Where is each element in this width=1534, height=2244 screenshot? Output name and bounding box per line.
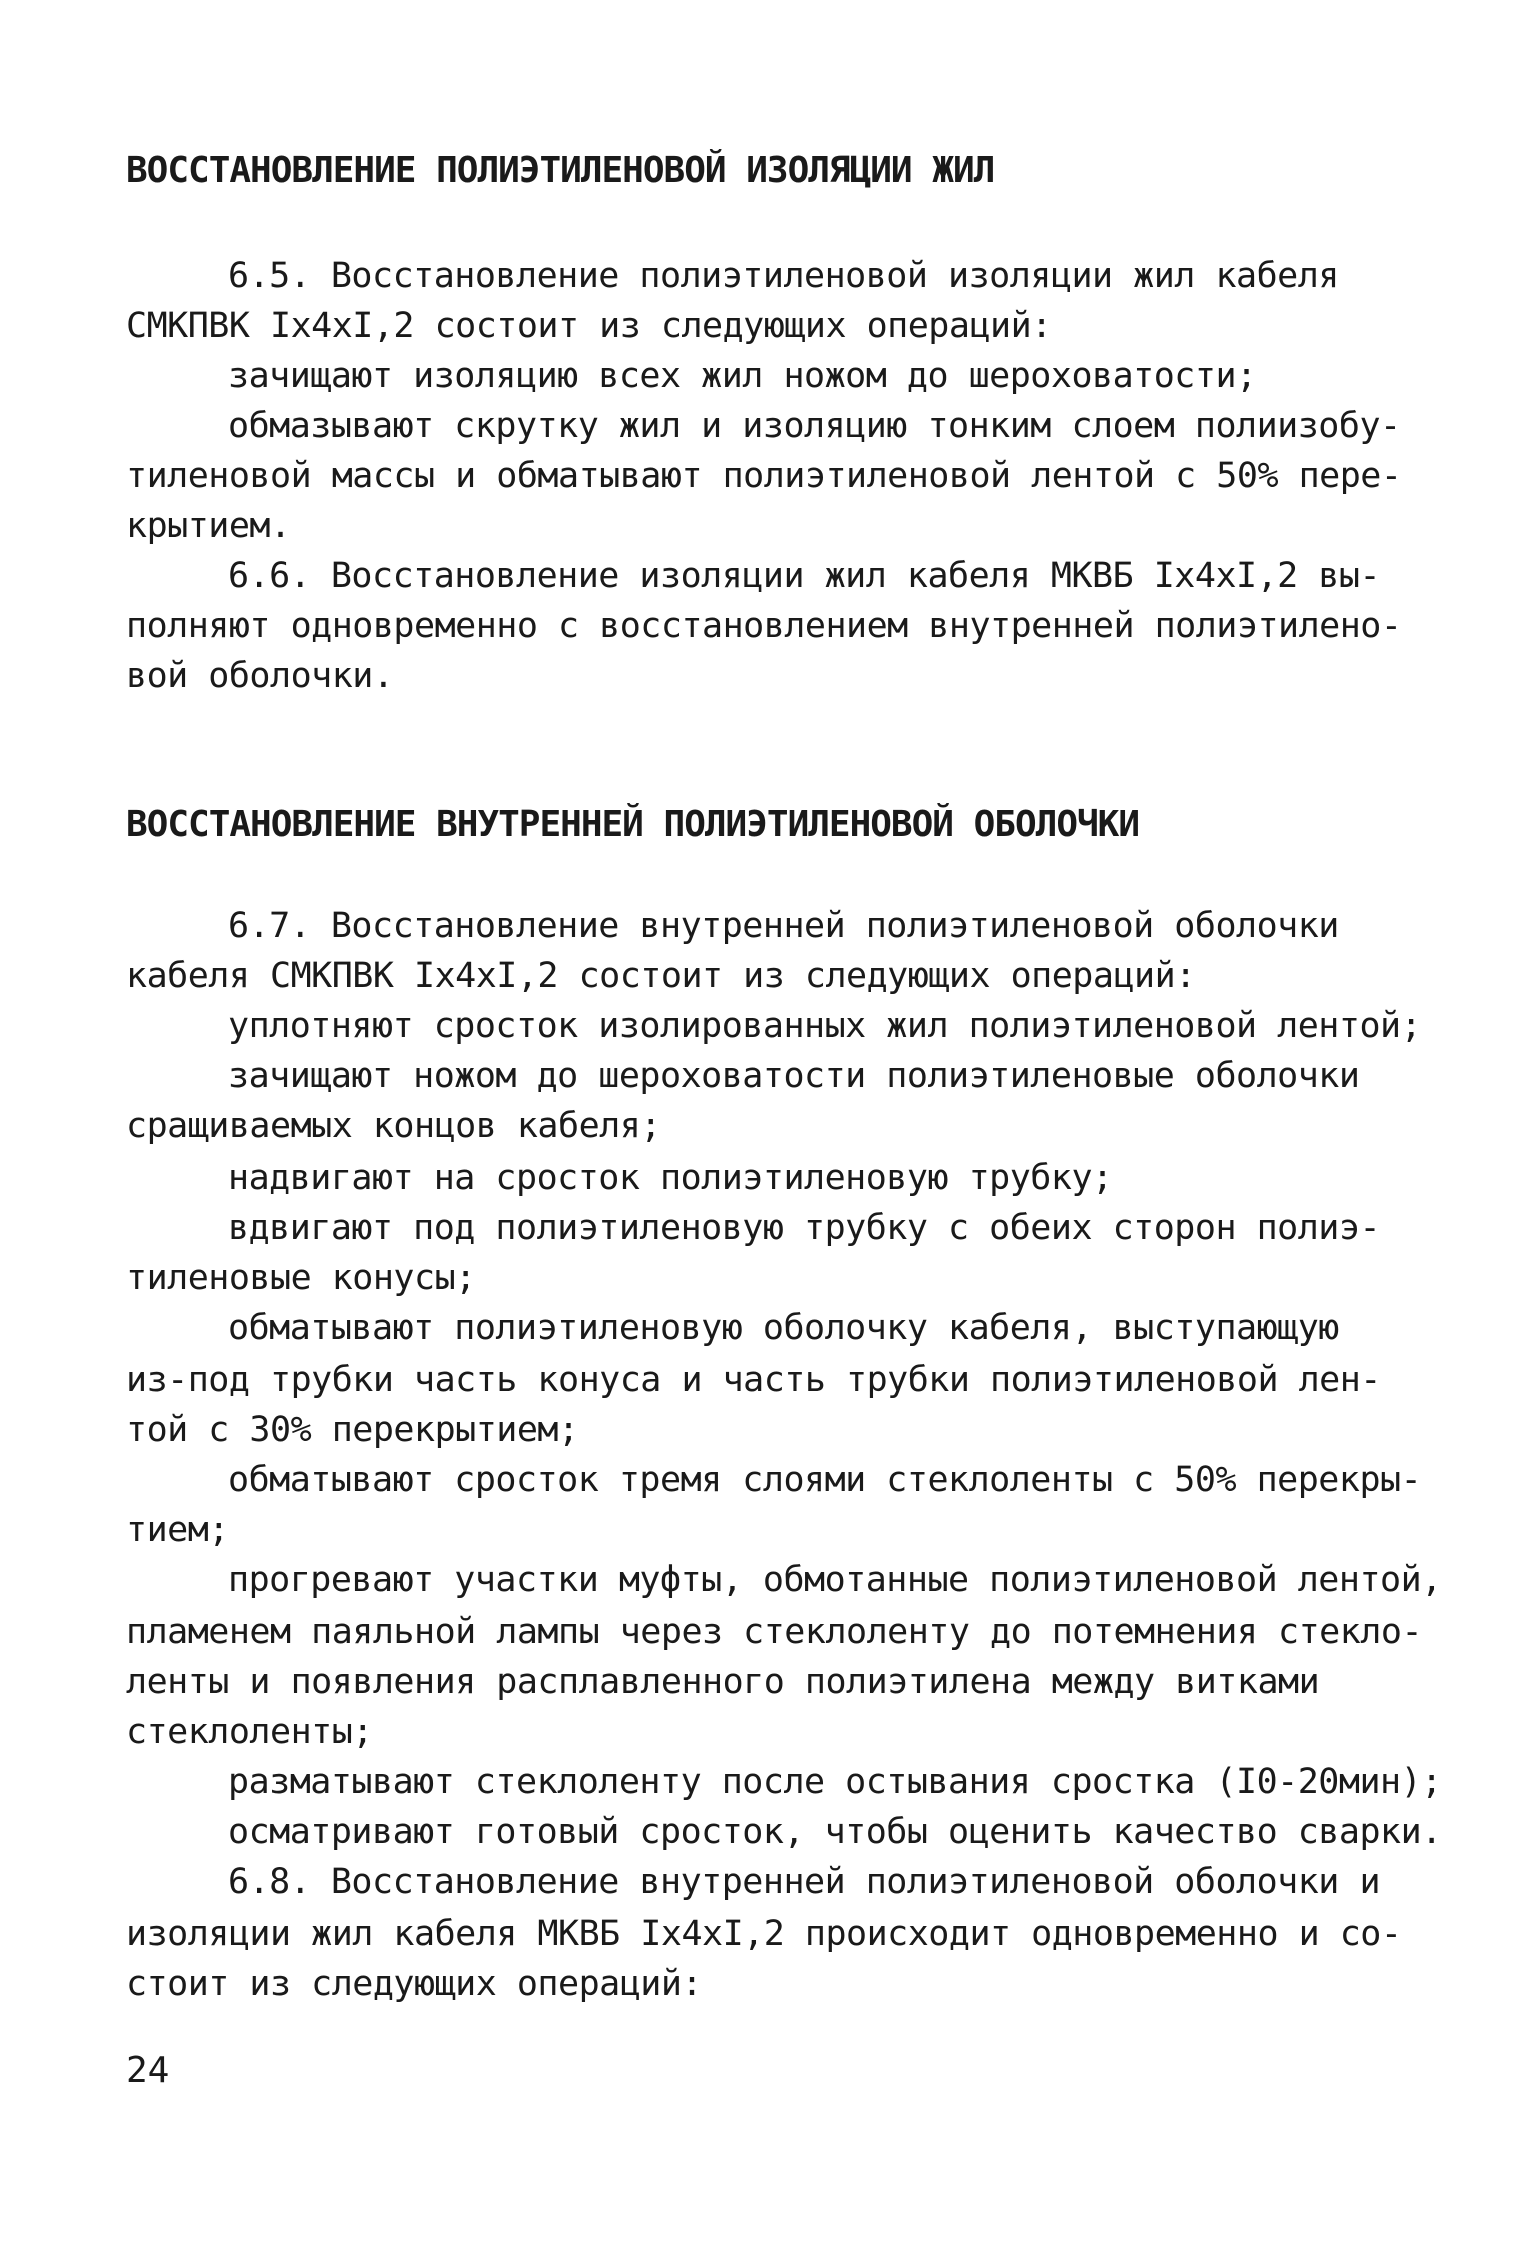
text-line: осматривают готовый сросток, чтобы оценить качество сварки. — [228, 1812, 1442, 1852]
text-line: 6.6. Восстановление изоляции жил кабеля МКВБ Iх4хI,2 вы- — [228, 556, 1381, 596]
text-line: пламенем паяльной лампы через стеклоленту до потемнения стекло- — [126, 1612, 1423, 1652]
text-line: 6.8. Восстановление внутренней полиэтиленовой оболочки и — [228, 1862, 1381, 1902]
text-line: кабеля СМКПВК Iх4хI,2 состоит из следующих операций: — [126, 956, 1196, 996]
text-line: той с 30% перекрытием; — [126, 1410, 579, 1450]
text-line: крытием. — [126, 506, 291, 546]
text-line: стеклоленты; — [126, 1712, 373, 1752]
text-line: зачищают изоляцию всех жил ножом до шероховатости; — [228, 356, 1257, 396]
section-heading-sheath: ВОССТАНОВЛЕНИЕ ВНУТРЕННЕЙ ПОЛИЭТИЛЕНОВОЙ ОБОЛОЧКИ — [126, 804, 1140, 845]
text-line: надвигают на сросток полиэтиленовую трубку; — [228, 1158, 1113, 1198]
text-line: изоляции жил кабеля МКВБ Iх4хI,2 происходит одновременно и со- — [126, 1914, 1402, 1954]
text-line: тиленовые конусы; — [126, 1258, 476, 1298]
text-line: зачищают ножом до шероховатости полиэтиленовые оболочки — [228, 1056, 1360, 1096]
text-line: сращиваемых концов кабеля; — [126, 1106, 661, 1146]
text-line: обмазывают скрутку жил и изоляцию тонким слоем полиизобу- — [228, 406, 1401, 446]
text-line: из-под трубки часть конуса и часть трубки полиэтиленовой лен- — [126, 1360, 1381, 1400]
text-line: полняют одновременно с восстановлением внутренней полиэтилено- — [126, 606, 1402, 646]
text-line: 6.7. Восстановление внутренней полиэтиленовой оболочки — [228, 906, 1339, 946]
text-line: обматывают сросток тремя слоями стеклоленты с 50% перекры- — [228, 1460, 1422, 1500]
text-line: ленты и появления расплавленного полиэтилена между витками — [126, 1662, 1320, 1702]
text-line: стоит из следующих операций: — [126, 1964, 703, 2004]
text-line: уплотняют сросток изолированных жил полиэтиленовой лентой; — [228, 1006, 1422, 1046]
page-number: 24 — [126, 2050, 170, 2091]
section-heading-insulation: ВОССТАНОВЛЕНИЕ ПОЛИЭТИЛЕНОВОЙ ИЗОЛЯЦИИ ЖИЛ — [126, 150, 995, 191]
text-line: обматывают полиэтиленовую оболочку кабеля, выступающую — [228, 1308, 1339, 1348]
text-line: тием; — [126, 1510, 229, 1550]
text-line: 6.5. Восстановление полиэтиленовой изоляции жил кабеля — [228, 256, 1339, 296]
text-line: прогревают участки муфты, обмотанные полиэтиленовой лентой, — [228, 1560, 1442, 1600]
text-line: СМКПВК Iх4хI,2 состоит из следующих операций: — [126, 306, 1052, 346]
text-line: тиленовой массы и обматывают полиэтиленовой лентой с 50% пере- — [126, 456, 1402, 496]
text-line: вдвигают под полиэтиленовую трубку с обеих сторон полиэ- — [228, 1208, 1381, 1248]
text-line: вой оболочки. — [126, 656, 394, 696]
text-line: разматывают стеклоленту после остывания сростка (I0-20мин); — [228, 1762, 1442, 1802]
